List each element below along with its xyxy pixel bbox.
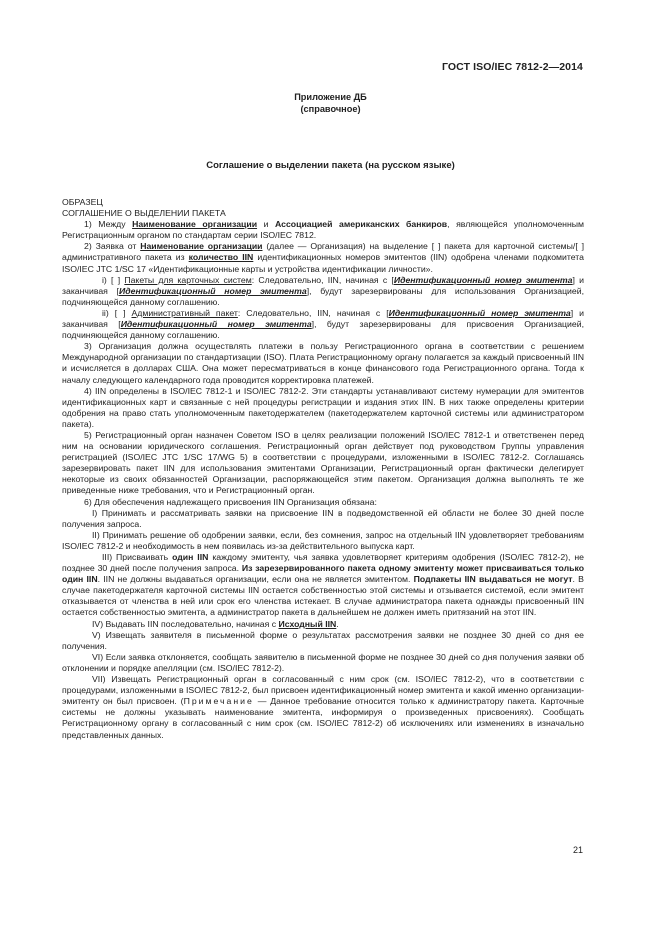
standard-designation: ГОСТ ISO/IEC 7812-2—2014 (441, 61, 583, 73)
clause-2-ii: ii) [ ] Административный пакет: Следовательно, IIN, начиная с [Идентификационный номер эмитента] и заканчивая [Идентификационный номер эмитента], будут зарезервированы для присвоения Организацией, подчиняющейся данному соглашению. (62, 307, 584, 341)
page-number: 21 (572, 845, 583, 855)
clause-2-i: i) [ ] Пакеты для карточных систем: Следовательно, IIN, начиная с [Идентификационный номер эмитента] и заканчивая [Идентификационный номер эмитента], будут зарезервированы для использования Организацией, подчиняющейся данному соглашению. (62, 274, 584, 307)
form-label-sample: ОБРАЗЕЦ (62, 197, 103, 207)
clause-4: 4) IIN определены в ISO/IEC 7812-1 и ISO/IEC 7812-2. Эти стандарты устанавливают систему нумерации для эмитентов идентификационных карт и связанные с ней процедуры регистрации и издания этих IIN. В них также определены критерии одобрения на право стать уполномоченным пакетодержателем (пакетодержателем карточной системы или администратором пакета). (62, 385, 584, 429)
clause-6-vi: VI) Если заявка отклоняется, сообщать заявителю в письменной форме не позднее 30 дней со дня получения заявки об отклонении и порядке апелляции (см. ISO/IEC 7812-2). (62, 651, 584, 673)
clause-2: 2) Заявка от Наименование организации (далее — Организация) на выделение [ ] пакета для карточной системы/[ ] административного пакета из количество IIN идентификационных номеров эмитентов (IIN) одобрена членами подкомитета ISO/IEC JTC 1/SC 17 «Идентификационные карты и устройства идентификации личности». (62, 241, 585, 274)
clause-6-ii: II) Принимать решение об одобрении заявки, если, без сомнения, запрос на отдельный IIN удовлетворяет требованиям ISO/IEC 7812-2 и необходимость в нем появилась из-за действительного выпуска карт. (62, 529, 584, 551)
clause-1: 1) Между Наименование организации и Ассоциацией американских банкиров, являющейся уполномоченным Регистрационным органом по стандартам серии ISO/IEC 7812. (62, 219, 584, 241)
clause-5: 5) Регистрационный орган назначен Советом ISO в целях реализации положений ISO/IEC 7812-1 и ответственен перед ним на основании юридического соглашения. Регистрационный орган действует под руководством Группы управления регистрацией (ISO/IEC JTC 1/SC 17/WG 5) в соответствии с процедурами, изложенными в ISO/IEC 7812-2. Соглашаясь зарезервировать пакет IIN для использования эмитентами Организации, Регистрационный орган фактически делегирует некоторые из своих обязанностей Организации, распоряжающейся этим пакетом. Организация должна выполнять те же приведенные ниже требования, что и Регистрационный орган. (62, 429, 584, 496)
clause-6-i: I) Принимать и рассматривать заявки на присвоение IIN в подведомственной ей области не более 30 дней после получения запроса. (62, 507, 584, 529)
clause-6-vii: VII) Извещать Регистрационный орган в согласованный с ним срок (см. ISO/IEC 7812-2), что в соответствии с процедурами, изложенными в ISO/IEC 7812-2, был присвоен идентификационный номер эмитента и какой именно организации-эмитенту он был присвоен. (Примечание — Данное требование относится только к администратору пакета. Карточные системы не должны указывать наименование эмитента, информируя о произведенных присвоениях). Сообщать Регистрационному органу в согласованный с ним срок (см. ISO/IEC 7812-2) об исключениях или изменениях в изначально представленных данных. (62, 674, 585, 740)
clause-6-iii: III) Присваивать один IIN каждому эмитенту, чья заявка удовлетворяет критериям одобрения (ISO/IEC 7812-2), не позднее 30 дней после получения запроса. Из зарезервированного пакета одному эмитенту может присваиваться только один IIN. IIN не должны выдаваться организации, если она не является эмитентом. Подпакеты IIN выдаваться не могут. В случае пакетодержателя карточной системы IIN остается собственностью этой системы и отзывается системой, если эмитент отказывается от членства в ней или срок его членства истекает. В случае администратора пакета однажды присвоенный IIN остается собственностью эмитента, а администратор пакета в дальнейшем не должен иметь притязаний на этот IIN. (62, 552, 584, 618)
clause-6-v: V) Извещать заявителя в письменной форме о результатах рассмотрения заявки не позднее 30 дней со дня ее получения. (62, 629, 584, 651)
clause-6: 6) Для обеспечения надлежащего присвоения IIN Организация обязана: (84, 496, 377, 507)
appendix-title: Приложение ДБ (294, 92, 367, 102)
document-title: Соглашение о выделении пакета (на русском языке) (206, 160, 455, 171)
agreement-body (62, 197, 584, 741)
appendix-subtitle: (справочное) (300, 104, 361, 114)
clause-3: 3) Организация должна осуществлять платежи в пользу Регистрационного органа в соответствии с решением Международной организации по стандартизации (ISO). Плата Регистрационному органу полагается за каждый присвоенный IIN и исчисляется в долларах США. Она может пересматриваться в конце финансового года Регистрационного органа. Тогда к началу следующего календарного года проводится корректировка платежей. (62, 341, 584, 385)
clause-6-iv: IV) Выдавать IIN последовательно, начиная с Исходный IIN. (92, 618, 339, 629)
form-label-title: СОГЛАШЕНИЕ О ВЫДЕЛЕНИИ ПАКЕТА (62, 208, 226, 219)
